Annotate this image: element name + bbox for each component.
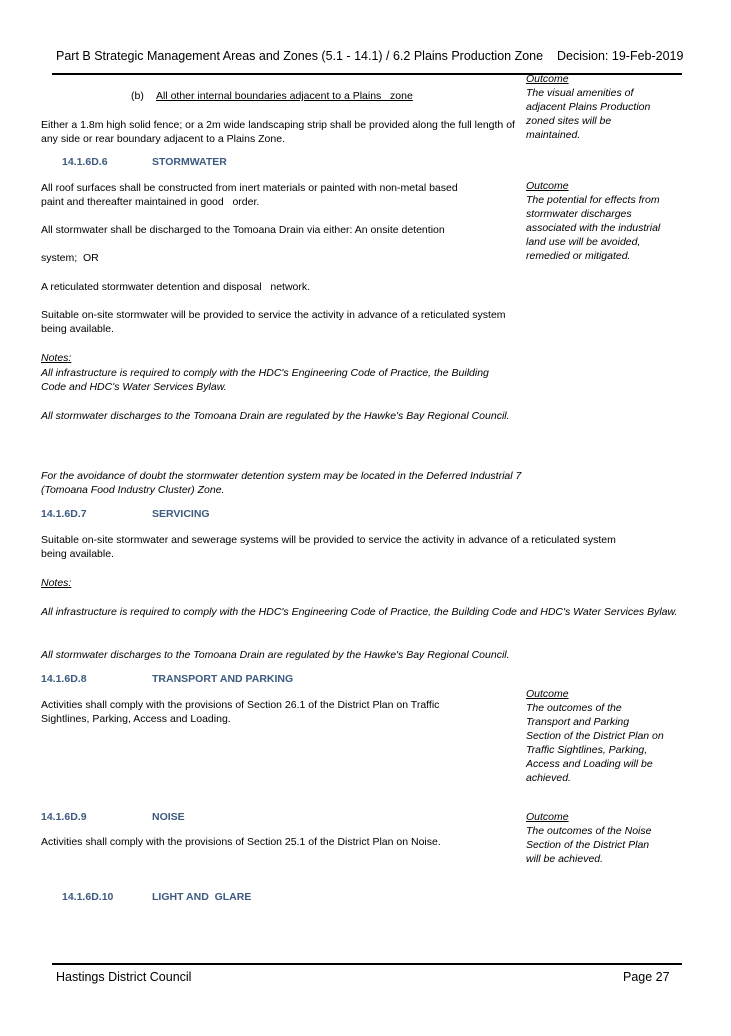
section-title: NOISE: [152, 811, 185, 823]
section-number: 14.1.6D.8: [41, 673, 87, 685]
stormwater-p1: All roof surfaces shall be constructed from inert materials or painted with non-metal based paint and thereafter maintained in good order.: [41, 182, 461, 208]
sub-b-title: All other internal boundaries adjacent to a Plains zone: [156, 90, 413, 102]
page-header-title: Part B Strategic Management Areas and Zones (5.1 - 14.1) / 6.2 Plains Production Zone: [56, 49, 544, 63]
section-title: SERVICING: [152, 508, 210, 520]
outcome-label: Outcome: [526, 180, 569, 192]
section-title: TRANSPORT AND PARKING: [152, 673, 294, 685]
outcome-3: [526, 687, 666, 785]
outcome-text: The visual amenities of adjacent Plains Production zoned sites will be maintained.: [526, 87, 651, 141]
stormwater-note-3: For the avoidance of doubt the stormwater detention system may be located in the Deferred Industrial 7 (Tomoana Food Industry Cluster) Zone.: [41, 470, 522, 496]
stormwater-p3: system; OR: [41, 252, 99, 264]
footer-rule: [52, 963, 682, 965]
fence-text: Either a 1.8m high solid fence; or a 2m wide landscaping strip shall be provided along the full length of any side or rear boundary adjacent to a Plains Zone.: [41, 119, 515, 145]
outcome-2: [526, 179, 666, 263]
outcome-label: Outcome: [526, 811, 569, 823]
servicing-p1: Suitable on-site stormwater and sewerage systems will be provided to service the activity in advance of a reticulated system being available.: [41, 534, 616, 560]
section-title: LIGHT AND GLARE: [152, 891, 252, 903]
servicing-note-2: All stormwater discharges to the Tomoana Drain are regulated by the Hawke's Bay Regional Council.: [41, 649, 510, 661]
stormwater-p5: Suitable on-site stormwater will be provided to service the activity in advance of a reticulated system being available.: [41, 309, 506, 335]
section-title: STORMWATER: [152, 156, 227, 168]
outcome-4: [526, 810, 666, 866]
outcome-text: The potential for effects from stormwater discharges associated with the industrial land use will be avoided, remedied or mitigated.: [526, 194, 661, 262]
outcome-label: Outcome: [526, 688, 569, 700]
servicing-note-1: All infrastructure is required to comply with the HDC's Engineering Code of Practice, the Building Code and HDC's Water Services Bylaw.: [41, 606, 678, 618]
page-number: Page 27: [623, 970, 670, 984]
stormwater-note-2: All stormwater discharges to the Tomoana Drain are regulated by the Hawke's Bay Regional Council.: [41, 410, 510, 422]
sub-b-label: (b): [131, 90, 144, 102]
stormwater-p2: All stormwater shall be discharged to the Tomoana Drain via either: An onsite detention: [41, 224, 445, 236]
notes-label: Notes:: [41, 577, 72, 589]
outcome-text: The outcomes of the Noise Section of the District Plan will be achieved.: [526, 825, 652, 865]
transport-p1: Activities shall comply with the provisions of Section 26.1 of the District Plan on Traffic Sightlines, Parking, Access and Loading.: [41, 699, 440, 725]
stormwater-note-1: All infrastructure is required to comply with the HDC's Engineering Code of Practice, the Building Code and HDC's Water Services Bylaw.: [41, 367, 489, 393]
outcome-1: [526, 72, 666, 142]
section-number: 14.1.6D.10: [62, 891, 114, 903]
page-header-decision: Decision: 19-Feb-2019: [557, 49, 684, 63]
notes-label: Notes:: [41, 352, 72, 364]
stormwater-p4: A reticulated stormwater detention and disposal network.: [41, 281, 311, 293]
outcome-text: The outcomes of the Transport and Parking Section of the District Plan on Traffic Sightlines, Parking, Access and Loading will be achieved.: [526, 702, 664, 784]
outcome-label: Outcome: [526, 73, 569, 85]
noise-p1: Activities shall comply with the provisions of Section 25.1 of the District Plan on Noise.: [41, 836, 441, 848]
section-number: 14.1.6D.9: [41, 811, 87, 823]
section-number: 14.1.6D.6: [62, 156, 108, 168]
section-number: 14.1.6D.7: [41, 508, 87, 520]
footer-org: Hastings District Council: [56, 970, 192, 984]
